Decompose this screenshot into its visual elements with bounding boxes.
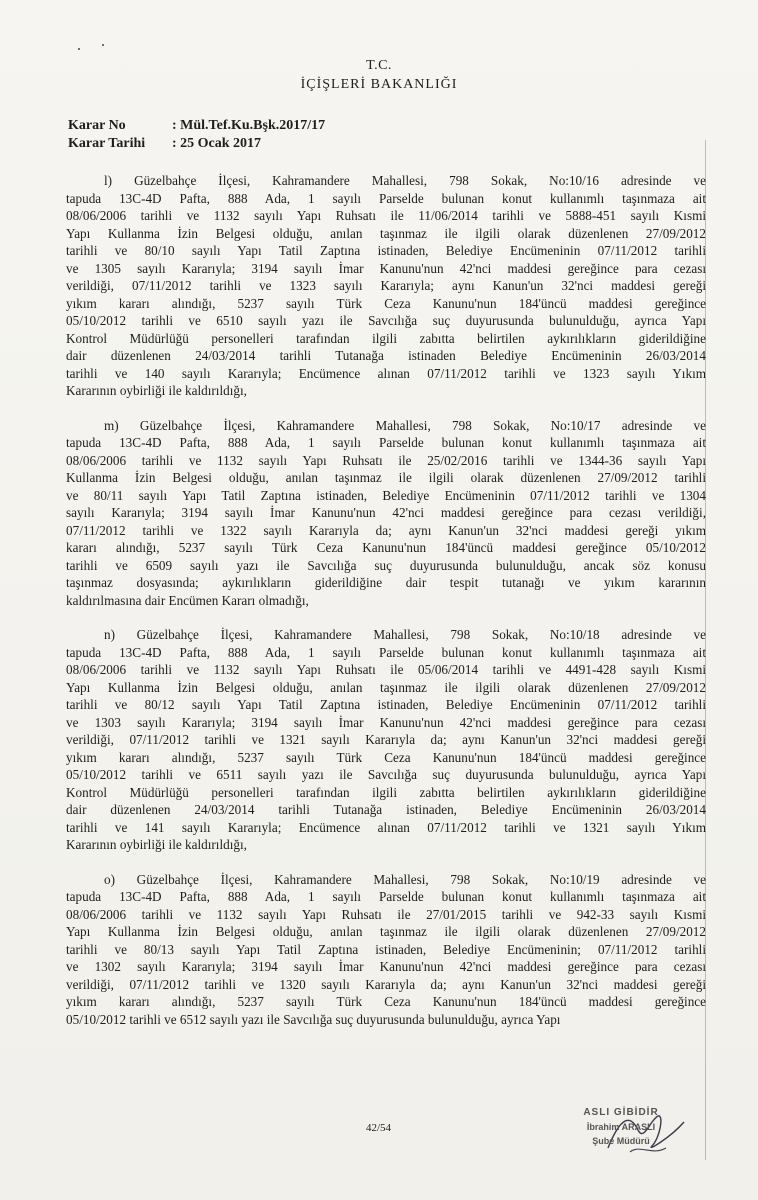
paragraph-line: tapuda 13C-4D Pafta, 888 Ada, 1 sayılı Parselde bulunan konut kullanımlı taşınmaza ait [66, 435, 706, 450]
paragraph-line: tarihli ve 6509 sayılı yazı ile Savcılığa suç duyurusunda bulunulduğu, ancak söz konusu [66, 557, 706, 573]
karar-tarihi-value: : 25 Ocak 2017 [172, 136, 262, 151]
paragraph-line: Kontrol Müdürlüğü personelleri tarafından ilgili zabıtta belirtilen aykırılıkların giderildiğine [66, 330, 706, 346]
paragraph-line: Kararının oybirliği ile kaldırıldığı, [66, 837, 247, 852]
paragraph-line: 08/06/2006 tarihli ve 1132 sayılı Yapı Ruhsatı ile 11/06/2014 tarihli ve 5888-451 sayılı Kısmi [66, 208, 706, 223]
karar-no-label: Karar No [68, 118, 126, 133]
paragraph-line: ve 1302 sayılı Kararıyla; 3194 sayılı İmar Kanunu'nun 42'nci maddesi gereğince para cezası [66, 959, 706, 974]
scan-speck [102, 44, 104, 46]
paragraph-line: kararı alındığı, 5237 sayılı Türk Ceza Kanunu'nun 184'üncü maddesi gereğince 05/10/2012 [66, 540, 706, 555]
stamp-name: İbrahim ARASLI [586, 1122, 656, 1132]
paragraph-line: taşınmaz dosyasında; aykırılıkların giderildiğine dair tespit tutanağı ve yıkım kararının [66, 575, 706, 590]
paragraph-line: ve 80/11 sayılı Yapı Tatil Zaptına istinaden, Belediye Encümeninin 07/11/2012 tarihli ve 1304 [66, 487, 706, 503]
paragraph-line: ve 1303 sayılı Kararıyla; 3194 sayılı İmar Kanunu'nun 42'nci maddesi gereğince para cezası [66, 714, 706, 730]
stamp-title: Şube Müdürü [592, 1136, 650, 1146]
paragraph-line: tarihli ve 140 sayılı Kararıyla; Encümence alınan 07/11/2012 tarihli ve 1323 sayılı Yıkım [66, 365, 706, 381]
paragraph-line: tarihli ve 80/10 sayılı Yapı Tatil Zaptına istinaden, Belediye Encümeninin 07/11/2012 tarihli [66, 243, 706, 258]
paragraph-line: Yapı Kullanma İzin Belgesi olduğu, anılan taşınmaz ile ilgili olarak düzenlenen 27/09/2012 [66, 924, 706, 939]
stamp-true-copy: ASLI GİBİDİR [583, 1107, 659, 1118]
paragraph [66, 172, 706, 400]
decision-body [66, 172, 706, 1045]
paragraph [66, 417, 706, 610]
paragraph-line: dair düzenlenen 24/03/2014 tarihli Tutanağa istinaden, Belediye Encümeninin 26/03/2014 [66, 802, 706, 817]
paragraph [66, 626, 706, 854]
paragraph-line: tapuda 13C-4D Pafta, 888 Ada, 1 sayılı Parselde bulunan konut kullanımlı taşınmaza ait [66, 644, 706, 660]
paragraph-line: verildiği, 07/11/2012 tarihli ve 1320 sayılı Kararıyla da; aynı Kanun'un 32'nci maddesi gereği [66, 976, 706, 992]
paragraph-line: sayılı Kararıyla; 3194 sayılı İmar Kanunu'nun 42'nci maddesi gereğince para cezası verildiği, [66, 505, 706, 520]
karar-no-value: : Mül.Tef.Ku.Bşk.2017/17 [172, 118, 326, 133]
paragraph-line: dair düzenlenen 24/03/2014 tarihli Tutanağa istinaden Belediye Encümeninin 26/03/2014 [66, 348, 706, 363]
paragraph-line: tarihli ve 141 sayılı Kararıyla; Encümence alınan 07/11/2012 tarihli ve 1321 sayılı Yıkım [66, 819, 706, 835]
paragraph-line: m) Güzelbahçe İlçesi, Kahramandere Mahallesi, 798 Sokak, No:10/17 adresinde ve [104, 417, 706, 433]
paragraph-line: verildiği, 07/11/2012 tarihli ve 1323 sayılı Kararıyla; aynı Kanun'un 32'nci maddesi gereği [66, 278, 706, 293]
paragraph-line: tapuda 13C-4D Pafta, 888 Ada, 1 sayılı Parselde bulunan konut kullanımlı taşınmaza ait [66, 889, 706, 904]
karar-no-row [68, 118, 325, 136]
paragraph-line: 05/10/2012 tarihli ve 6510 sayılı yazı ile Savcılığa suç duyurusunda bulunulduğu, ayrıca Yapı [66, 313, 706, 328]
paragraph-line: l) Güzelbahçe İlçesi, Kahramandere Mahallesi, 798 Sokak, No:10/16 adresinde ve [104, 173, 706, 188]
page-number: 42/54 [366, 1122, 392, 1134]
paragraph [66, 871, 706, 1029]
ministry-heading: İÇİŞLERİ BAKANLIĞI [300, 77, 458, 92]
karar-tarihi-row [68, 136, 325, 154]
paragraph-line: tarihli ve 80/12 sayılı Yapı Tatil Zaptına istinaden, Belediye Encümeninin 07/11/2012 tarihli [66, 697, 706, 712]
country-heading: T.C. [366, 58, 392, 73]
paragraph-line: 08/06/2006 tarihli ve 1132 sayılı Yapı Ruhsatı ile 27/01/2015 tarihli ve 942-33 sayılı Kısmi [66, 906, 706, 922]
paragraph-line: kaldırılmasına dair Encümen Kararı olmadığı, [66, 592, 309, 608]
paragraph-line: n) Güzelbahçe İlçesi, Kahramandere Mahallesi, 798 Sokak, No:10/18 adresinde ve [104, 627, 706, 642]
paragraph-line: Kararının oybirliği ile kaldırıldığı, [66, 383, 247, 398]
paragraph-line: tarihli ve 80/13 sayılı Yapı Tatil Zaptına istinaden, Belediye Encümeninin; 07/11/2012 tarihli [66, 941, 706, 957]
paragraph-line: ve 1305 sayılı Kararıyla; 3194 sayılı İmar Kanunu'nun 42'nci maddesi gereğince para cezası [66, 260, 706, 276]
decision-meta [68, 118, 325, 154]
paragraph-line: 08/06/2006 tarihli ve 1132 sayılı Yapı Ruhsatı ile 05/06/2014 tarihli ve 4491-428 sayılı Kısmi [66, 662, 706, 677]
paragraph-line: Yapı Kullanma İzin Belgesi olduğu, anılan taşınmaz ile ilgili olarak düzenlenen 27/09/2012 [66, 225, 706, 241]
scan-speck [78, 48, 80, 50]
document-header [0, 58, 758, 93]
paragraph-line: verildiği, 07/11/2012 tarihli ve 1321 sayılı Kararıyla da; aynı Kanun'un 32'nci maddesi gereği [66, 732, 706, 747]
paragraph-line: yıkım kararı alındığı, 5237 sayılı Türk Ceza Kanunu'nun 184'üncü maddesi gereğince [66, 994, 706, 1009]
paragraph-line: Yapı Kullanma İzin Belgesi olduğu, anılan taşınmaz ile ilgili olarak düzenlenen 27/09/2012 [66, 679, 706, 695]
certification-stamp [556, 1106, 686, 1148]
paragraph-line: yıkım kararı alındığı, 5237 sayılı Türk Ceza Kanunu'nun 184'üncü maddesi gereğince [66, 295, 706, 311]
paragraph-line: yıkım kararı alındığı, 5237 sayılı Türk Ceza Kanunu'nun 184'üncü maddesi gereğince [66, 749, 706, 765]
paragraph-line: 05/10/2012 tarihli ve 6512 sayılı yazı ile Savcılığa suç duyurusunda bulunulduğu, ayrıca Yapı [66, 1011, 561, 1027]
paragraph-line: 08/06/2006 tarihli ve 1132 sayılı Yapı Ruhsatı ile 25/02/2016 tarihli ve 1344-36 sayılı Yapı [66, 452, 706, 468]
paragraph-line: Kontrol Müdürlüğü personelleri tarafından ilgili zabıtta belirtilen aykırılıkların giderildiğine [66, 784, 706, 800]
paragraph-line: 05/10/2012 tarihli ve 6511 sayılı yazı ile Savcılığa suç duyurusunda bulunulduğu, ayrıca Yapı [66, 767, 706, 782]
paragraph-line: o) Güzelbahçe İlçesi, Kahramandere Mahallesi, 798 Sokak, No:10/19 adresinde ve [104, 871, 706, 887]
paragraph-line: tapuda 13C-4D Pafta, 888 Ada, 1 sayılı Parselde bulunan konut kullanımlı taşınmaza ait [66, 190, 706, 206]
paragraph-line: Kullanma İzin Belgesi olduğu, anılan taşınmaz ile ilgili olarak düzenlenen 27/09/2012 tarihli [66, 470, 706, 485]
paragraph-line: 07/11/2012 tarihli ve 1322 sayılı Kararıyla da; aynı Kanun'un 32'nci maddesi gereği yıkım [66, 522, 706, 538]
karar-tarihi-label: Karar Tarihi [68, 136, 146, 151]
